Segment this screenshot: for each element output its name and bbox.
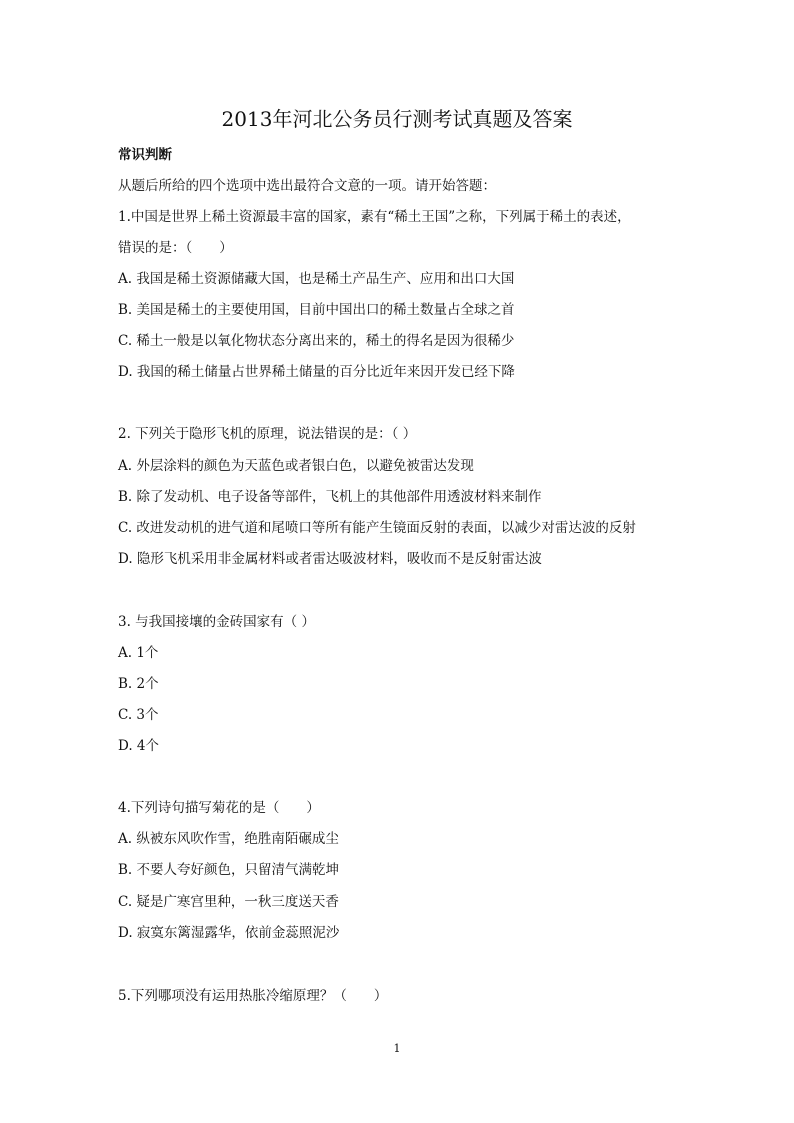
question-stem: 3. 与我国接壤的金砖国家有（ ）: [118, 614, 315, 630]
option-a: A. 外层涂料的颜色为天蓝色或者银白色，以避免被雷达发现: [118, 458, 474, 474]
option-b: B. 不要人夸好颜色，只留清气满乾坤: [118, 862, 340, 878]
option-c: C. 改进发动机的进气道和尾喷口等所有能产生镜面反射的表面，以减少对雷达波的反射: [118, 520, 636, 536]
option-d: D. 我国的稀土储量占世界稀土储量的百分比近年来因开发已经下降: [118, 364, 515, 380]
option-b: B. 美国是稀土的主要使用国，目前中国出口的稀土数量占全球之首: [118, 302, 515, 318]
page-number: 1: [393, 1042, 401, 1055]
document-title: 2013年河北公务员行测考试真题及答案: [221, 107, 573, 131]
instructions: 从题后所给的四个选项中选出最符合文意的一项。请开始答题：: [118, 178, 496, 194]
question-stem: 5.下列哪项没有运用热胀冷缩原理？（ ）: [118, 988, 388, 1004]
option-a: A. 我国是稀土资源储藏大国，也是稀土产品生产、应用和出口大国: [118, 271, 515, 287]
option-b: B. 除了发动机、电子设备等部件，飞机上的其他部件用透波材料来制作: [118, 489, 542, 505]
option-b: B. 2个: [118, 676, 159, 692]
option-a: A. 1个: [118, 645, 159, 661]
option-d: D. 隐形飞机采用非金属材料或者雷达吸波材料，吸收而不是反射雷达波: [118, 551, 542, 567]
question-stem: 4.下列诗句描写菊花的是（ ）: [118, 800, 320, 816]
question-stem: 1.中国是世界上稀土资源最丰富的国家，素有“稀土王国”之称，下列属于稀土的表述，: [118, 209, 631, 225]
section-heading: 常识判断: [118, 147, 172, 163]
option-c: C. 稀土一般是以氧化物状态分离出来的，稀土的得名是因为很稀少: [118, 333, 515, 349]
question-stem: 2. 下列关于隐形飞机的原理，说法错误的是：（ ）: [118, 426, 417, 442]
option-d: D. 寂寞东篱湿露华，依前金蕊照泥沙: [118, 925, 340, 941]
option-d: D. 4个: [118, 738, 160, 754]
option-c: C. 疑是广寒宫里种，一秋三度送天香: [118, 894, 339, 910]
question-stem: 错误的是：（ ）: [118, 240, 233, 256]
option-a: A. 纵被东风吹作雪，绝胜南陌碾成尘: [118, 831, 339, 847]
option-c: C. 3个: [118, 707, 159, 723]
